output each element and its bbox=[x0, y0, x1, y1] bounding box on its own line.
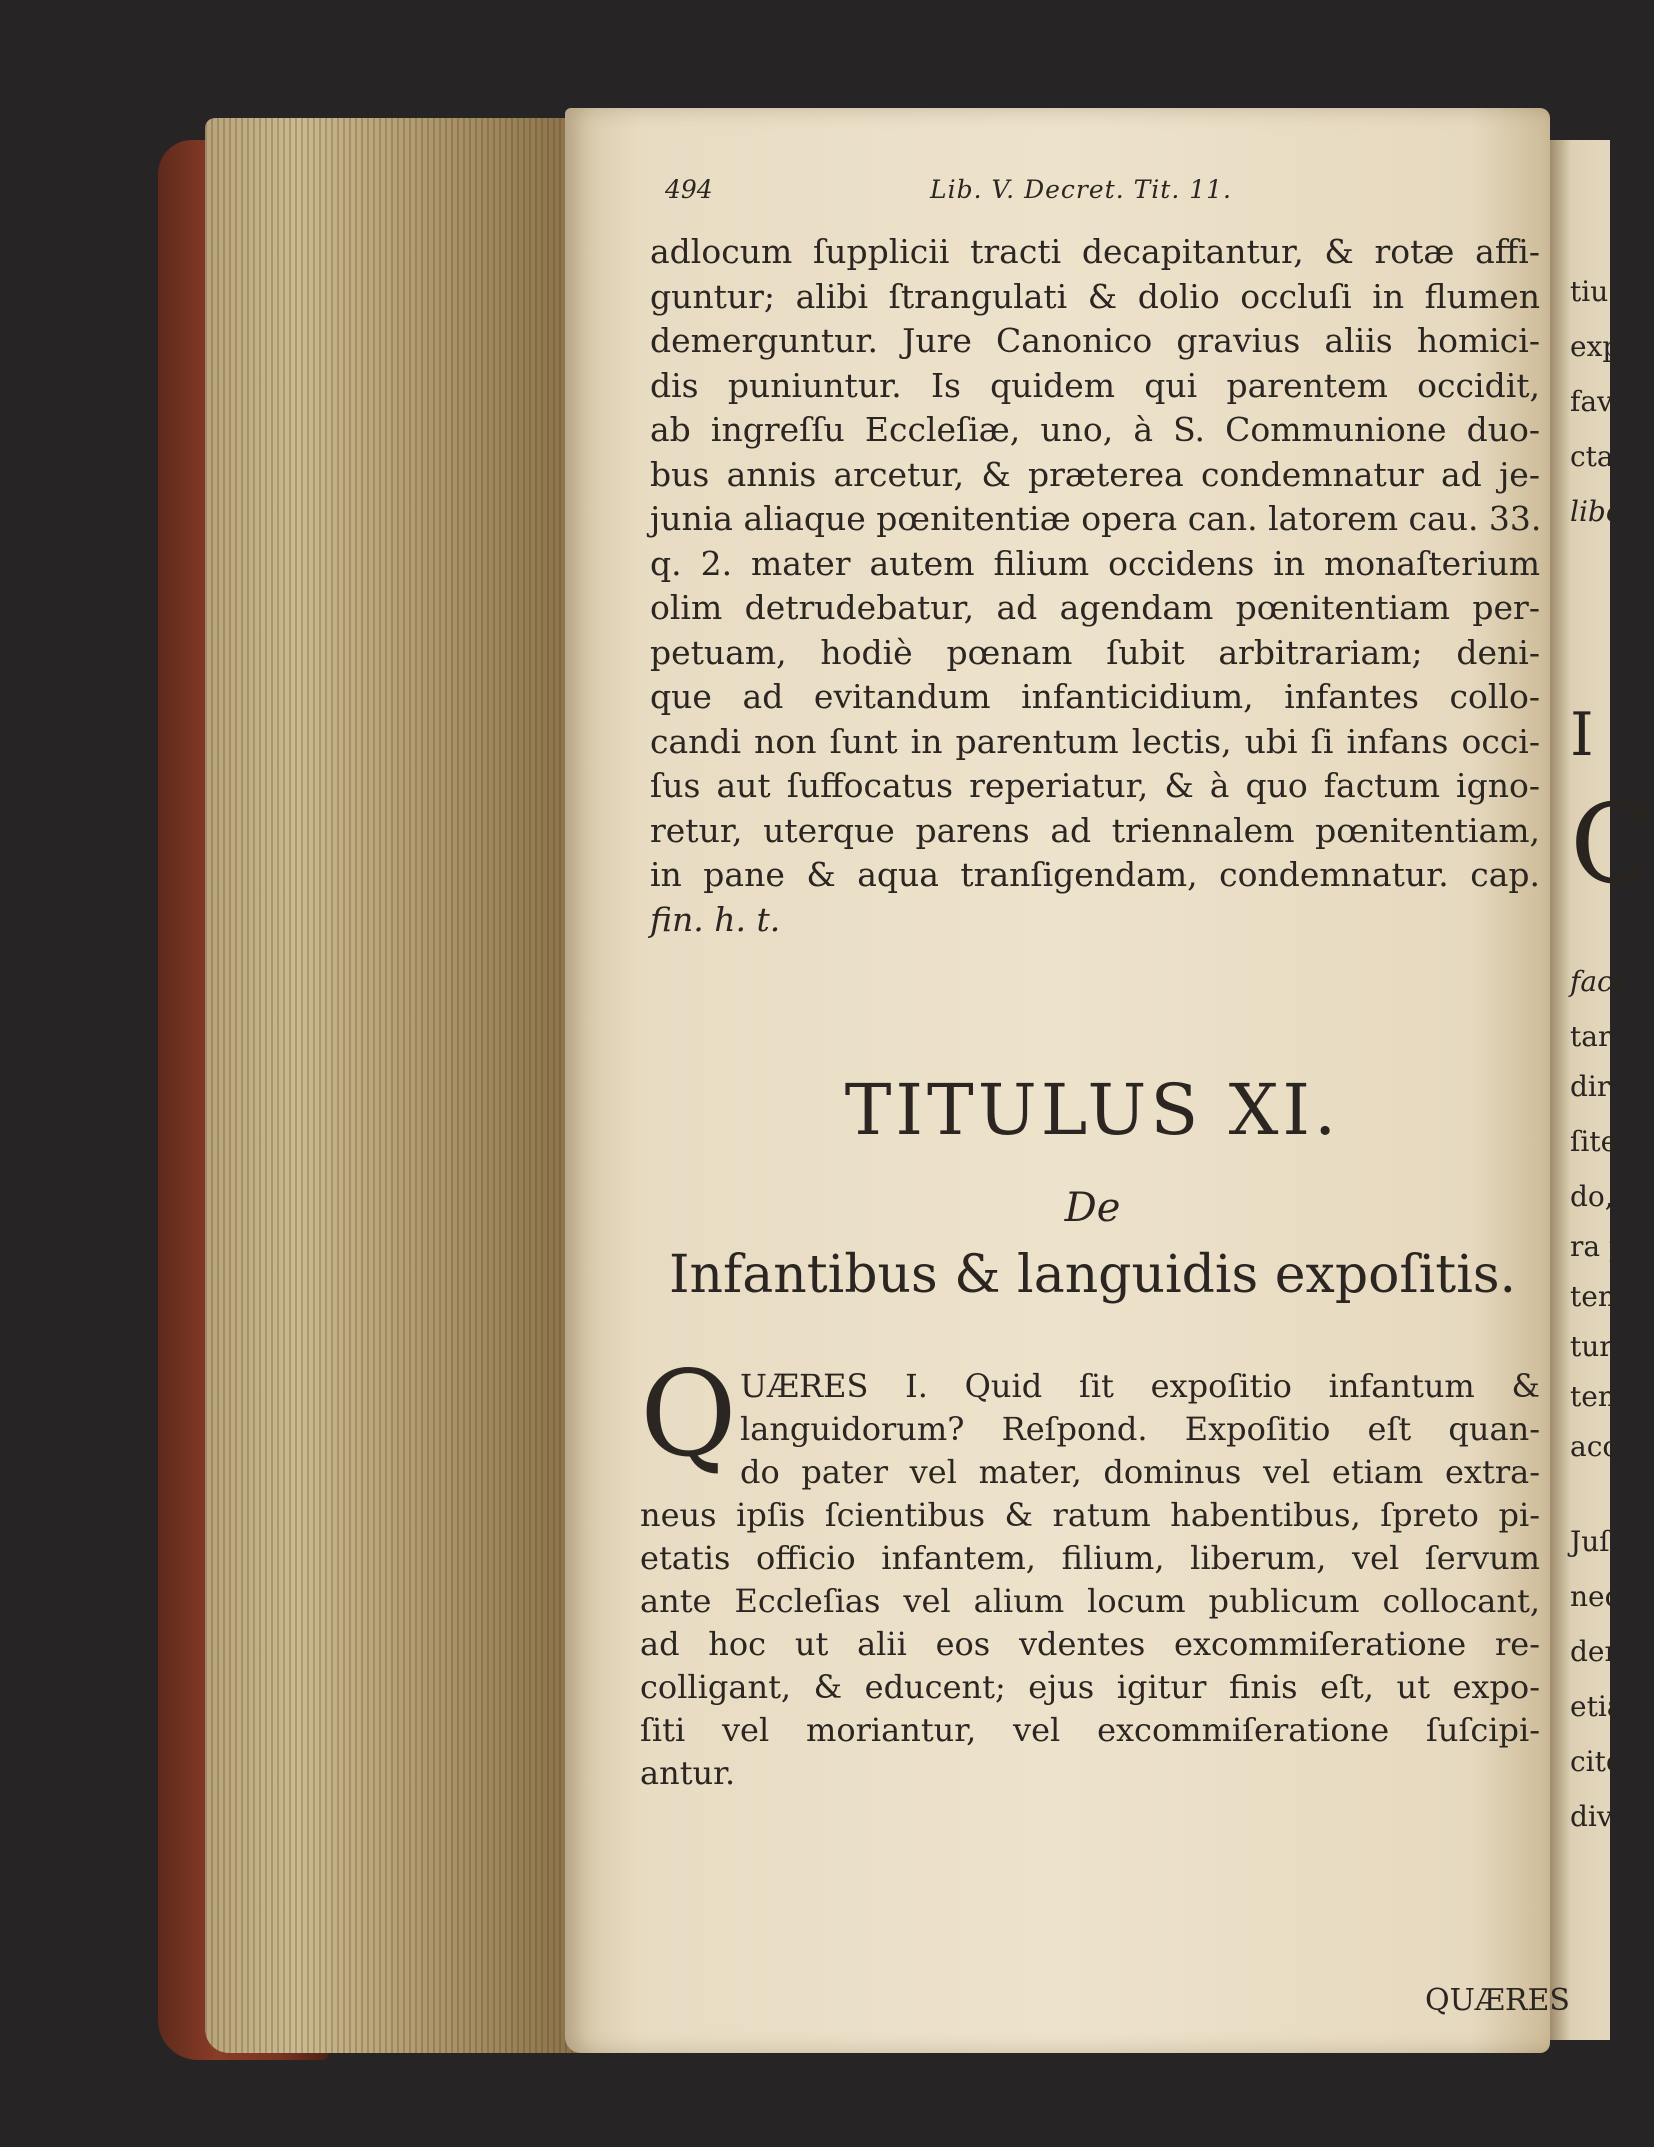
text-line: petuam, hodiè pœnam ſubit arbitrariam; deni- bbox=[650, 632, 1540, 672]
page-number: 494 bbox=[665, 175, 713, 204]
text-line: ad hoc ut alii eos vdentes excommiſeratione re- bbox=[640, 1625, 1540, 1663]
text-line: colligant, & educent; ejus igitur finis eſt, ut expo- bbox=[640, 1668, 1540, 1706]
text-line: olim detrudebatur, ad agendam pœnitentiam per- bbox=[650, 588, 1540, 627]
text-line: in pane & aqua tranſigendam, condemnatur. cap. bbox=[650, 855, 1540, 894]
facing-text: libe bbox=[1570, 495, 1623, 528]
text-line: languidorum? Reſpond. Expoſitio eſt quan- bbox=[740, 1410, 1540, 1448]
facing-text: nec bbox=[1570, 1580, 1621, 1613]
section-title: TITULUS XI. bbox=[844, 1069, 1341, 1151]
drop-cap: Q bbox=[640, 1345, 737, 1483]
facing-text: fact bbox=[1570, 965, 1624, 998]
text-line: fin. h. t. bbox=[650, 899, 781, 939]
facing-text: acc bbox=[1570, 1430, 1619, 1463]
catchword: QUÆRES bbox=[1425, 1983, 1570, 2018]
facing-text: ra p bbox=[1570, 1230, 1627, 1263]
facing-text: do, bbox=[1570, 1180, 1614, 1213]
text-line: do pater vel mater, dominus vel etiam extra- bbox=[740, 1453, 1540, 1491]
facing-text: dir bbox=[1570, 1070, 1611, 1103]
facing-text: tiu bbox=[1570, 275, 1609, 308]
text-line: demerguntur. Jure Canonico gravius aliis homici- bbox=[650, 321, 1540, 360]
page-edges bbox=[205, 118, 580, 2053]
facing-text: ten bbox=[1570, 1280, 1616, 1313]
section-subtitle: Infantibus & languidis expoſitis. bbox=[668, 1245, 1517, 1305]
facing-text: cite bbox=[1570, 1745, 1623, 1778]
running-head bbox=[640, 175, 1545, 215]
text-line: ab ingreſſu Eccleſiæ, uno, à S. Communione duo- bbox=[650, 410, 1540, 449]
text-line: junia aliaque pœnitentiæ opera can. latorem cau. 33. bbox=[650, 499, 1542, 538]
text-line: etatis officio infantem, filium, liberum, vel ſervum bbox=[640, 1539, 1540, 1577]
text-line: ſiti vel moriantur, vel excommiſeratione ſuſcipi- bbox=[640, 1711, 1540, 1749]
text-line: ante Eccleſias vel alium locum publicum collocant, bbox=[640, 1582, 1540, 1620]
text-line: bus annis arcetur, & præterea condemnatur ad je- bbox=[650, 454, 1540, 494]
text-line: candi non ſunt in parentum lectis, ubi ſi infans occi- bbox=[650, 721, 1540, 761]
facing-text: fav bbox=[1570, 385, 1613, 418]
paragraph bbox=[640, 1365, 1540, 1795]
facing-text: cta bbox=[1570, 440, 1614, 473]
text-line: q. 2. mater autem filium occidens in monaſterium bbox=[650, 543, 1540, 583]
facing-page-fragment bbox=[1550, 140, 1654, 2040]
facing-text: div bbox=[1570, 1800, 1613, 1833]
facing-text: Juſ bbox=[1570, 1525, 1610, 1558]
facing-text: tar bbox=[1570, 1020, 1612, 1053]
section-preposition: De bbox=[1064, 1185, 1121, 1231]
facing-text: etia bbox=[1570, 1690, 1624, 1723]
text-line: que ad evitandum infanticidium, infantes collo- bbox=[650, 677, 1540, 716]
facing-text: C bbox=[1570, 780, 1654, 908]
text-line: antur. bbox=[640, 1754, 736, 1792]
text-line: UÆRES I. Quid ſit expoſitio infantum & bbox=[740, 1367, 1540, 1405]
text-line: guntur; alibi ſtrangulati & dolio occluſi in flumen bbox=[650, 276, 1540, 316]
facing-text: den bbox=[1570, 1635, 1623, 1668]
facing-text: I bbox=[1570, 700, 1594, 770]
facing-text: exp bbox=[1570, 330, 1621, 363]
text-line: ſus aut ſuffocatus reperiatur, & à quo factum igno- bbox=[650, 766, 1540, 805]
facing-text: tur bbox=[1570, 1330, 1613, 1363]
text-line: neus ipſis ſcientibus & ratum habentibus, ſpreto pi- bbox=[640, 1496, 1540, 1534]
text-line: retur, uterque parens ad triennalem pœnitentiam, bbox=[650, 810, 1540, 850]
facing-text: ſite bbox=[1570, 1125, 1618, 1158]
text-line: dis puniuntur. Is quidem qui parentem occidit, bbox=[650, 365, 1540, 405]
body-text bbox=[650, 230, 1540, 942]
text-line: adlocum ſupplicii tracti decapitantur, & rotæ affi- bbox=[650, 232, 1540, 271]
facing-text: ten bbox=[1570, 1380, 1616, 1413]
running-head-text: Lib. V. Decret. Tit. 11. bbox=[930, 175, 1232, 204]
